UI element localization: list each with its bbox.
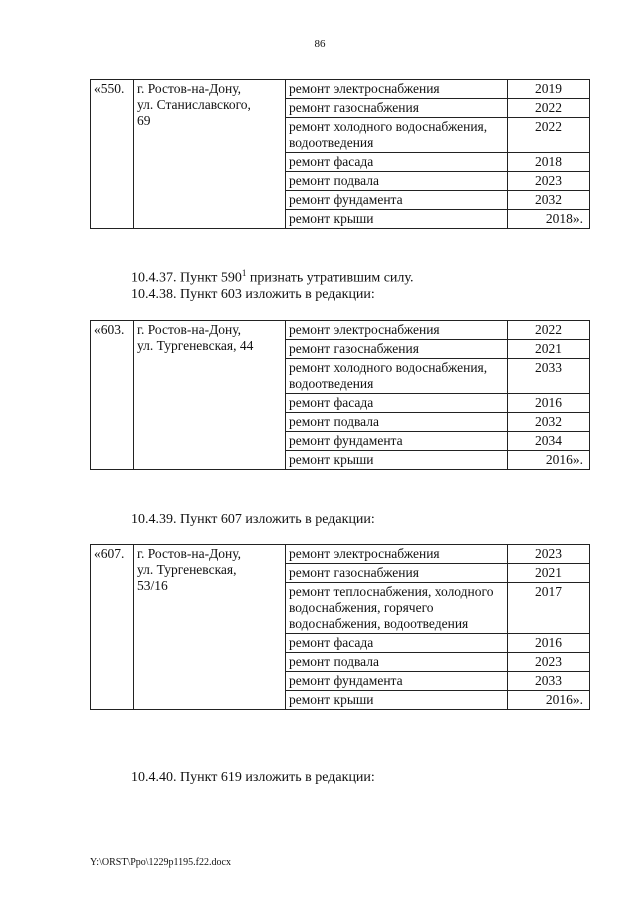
property-table-550	[90, 79, 590, 229]
work-type-cell: ремонт электроснабжения	[286, 545, 508, 564]
year-cell: 2032	[508, 413, 590, 432]
paragraph-10-4-39: 10.4.39. Пункт 607 изложить в редакции:	[131, 512, 375, 527]
year-cell: 2016	[508, 634, 590, 653]
work-type-cell: ремонт теплоснабжения, холодного водоснабжения, горячего водоснабжения, водоотведения	[286, 583, 508, 634]
year-cell: 2016».	[508, 691, 590, 710]
work-type-cell: ремонт фундамента	[286, 432, 508, 451]
work-type-cell: ремонт электроснабжения	[286, 321, 508, 340]
year-cell: 2033	[508, 359, 590, 394]
work-type-cell: ремонт подвала	[286, 653, 508, 672]
paragraph-10-4-40: 10.4.40. Пункт 619 изложить в редакции:	[131, 770, 375, 785]
address-cell	[134, 80, 286, 229]
address-cell	[134, 321, 286, 470]
address-cell	[134, 545, 286, 710]
year-cell: 2021	[508, 340, 590, 359]
work-type-cell: ремонт газоснабжения	[286, 340, 508, 359]
item-number: «550.	[91, 80, 134, 229]
work-type-cell: ремонт крыши	[286, 691, 508, 710]
work-type-cell: ремонт фундамента	[286, 672, 508, 691]
address-line: ул. Тургеневская, 44	[137, 338, 254, 353]
work-type-cell: ремонт подвала	[286, 413, 508, 432]
work-type-cell: ремонт крыши	[286, 451, 508, 470]
address-line: г. Ростов-на-Дону,	[137, 546, 242, 561]
address-line: г. Ростов-на-Дону,	[137, 81, 242, 96]
year-cell: 2022	[508, 321, 590, 340]
work-type-cell: ремонт фундамента	[286, 191, 508, 210]
year-cell: 2018».	[508, 210, 590, 229]
year-cell: 2021	[508, 564, 590, 583]
work-type-cell: ремонт холодного водоснабжения, водоотведения	[286, 118, 508, 153]
work-type-cell: ремонт фасада	[286, 153, 508, 172]
address-line: 69	[137, 113, 151, 128]
year-cell: 2019	[508, 80, 590, 99]
item-number: «603.	[91, 321, 134, 470]
page-number: 86	[314, 38, 326, 50]
work-type-cell: ремонт электроснабжения	[286, 80, 508, 99]
year-cell: 2022	[508, 118, 590, 153]
year-cell: 2034	[508, 432, 590, 451]
work-type-cell: ремонт фасада	[286, 394, 508, 413]
property-table-603	[90, 320, 590, 470]
work-type-cell: ремонт подвала	[286, 172, 508, 191]
work-type-cell: ремонт фасада	[286, 634, 508, 653]
address-line: 53/16	[137, 578, 168, 593]
table-row	[91, 80, 590, 99]
address-line: ул. Тургеневская,	[137, 562, 237, 577]
paragraph-10-4-37	[131, 268, 414, 287]
address-line: г. Ростов-на-Дону,	[137, 322, 242, 337]
address-line: ул. Станиславского,	[137, 97, 251, 112]
item-number: «607.	[91, 545, 134, 710]
file-path-footer: Y:\ORST\Ppo\1229p1195.f22.docx	[90, 857, 231, 868]
work-type-cell: ремонт крыши	[286, 210, 508, 229]
property-table-607	[90, 544, 590, 710]
year-cell: 2033	[508, 672, 590, 691]
year-cell: 2032	[508, 191, 590, 210]
year-cell: 2016».	[508, 451, 590, 470]
work-type-cell: ремонт газоснабжения	[286, 99, 508, 118]
year-cell: 2023	[508, 653, 590, 672]
paragraph-text: 10.4.37. Пункт 590	[131, 270, 242, 286]
year-cell: 2023	[508, 545, 590, 564]
superscript: 1	[241, 268, 247, 278]
year-cell: 2017	[508, 583, 590, 634]
year-cell: 2023	[508, 172, 590, 191]
table-row	[91, 321, 590, 340]
work-type-cell: ремонт холодного водоснабжения, водоотведения	[286, 359, 508, 394]
table-row	[91, 545, 590, 564]
year-cell: 2022	[508, 99, 590, 118]
year-cell: 2016	[508, 394, 590, 413]
year-cell: 2018	[508, 153, 590, 172]
paragraph-text: признать утратившим силу.	[246, 270, 414, 286]
paragraph-10-4-38: 10.4.38. Пункт 603 изложить в редакции:	[131, 287, 375, 302]
work-type-cell: ремонт газоснабжения	[286, 564, 508, 583]
